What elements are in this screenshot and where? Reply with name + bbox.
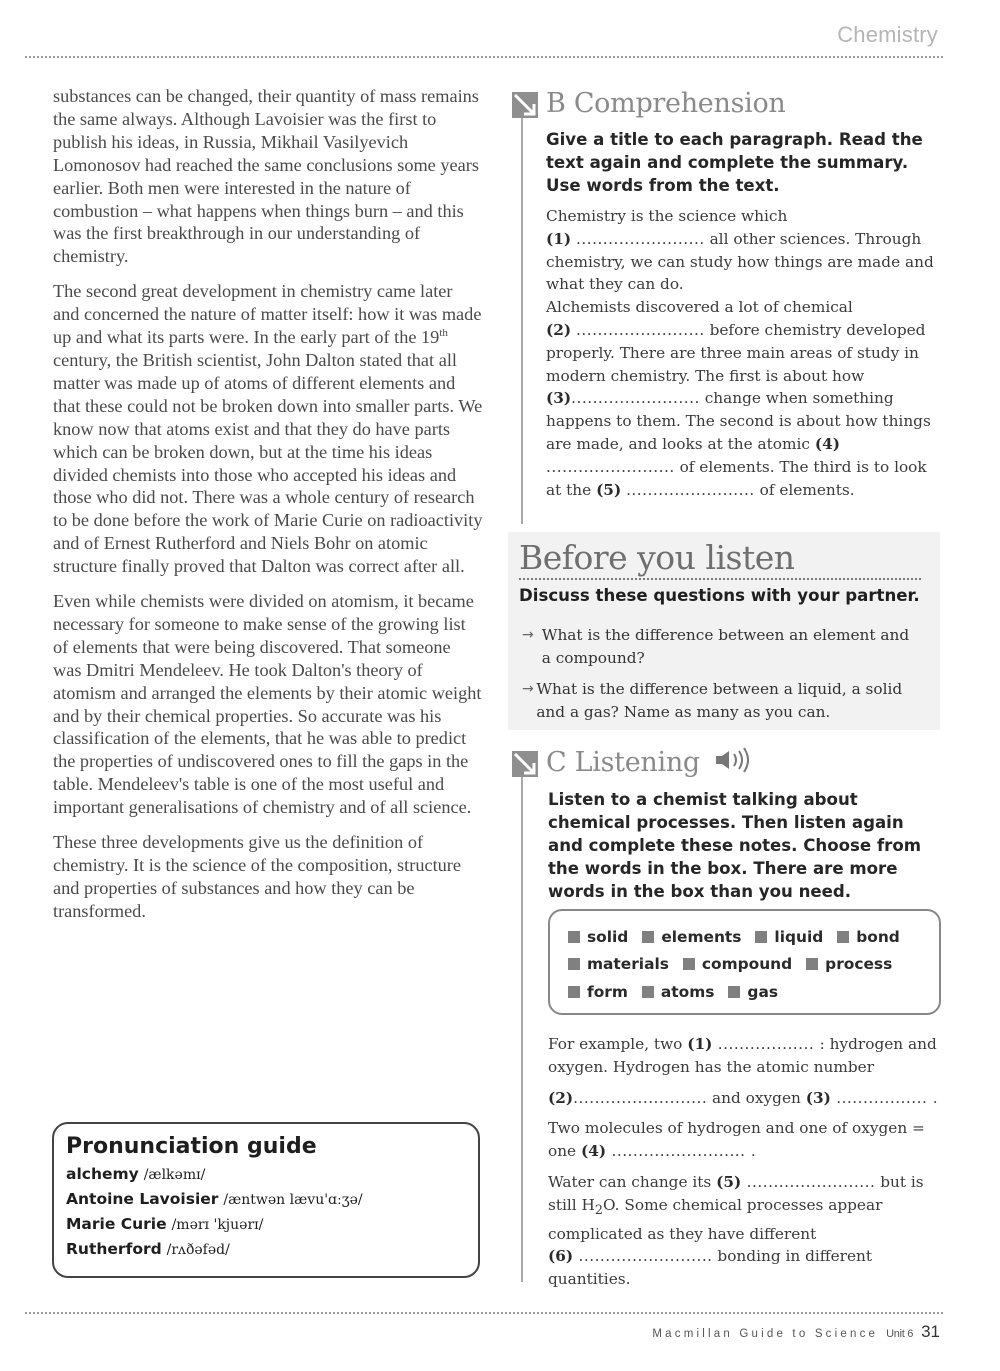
word-option: liquid xyxy=(755,923,823,951)
page-footer xyxy=(652,1322,940,1342)
answer-blank-1[interactable]: ........................ xyxy=(576,229,705,248)
section-c-instruction: Listen to a chemist talking about chemical processes. Then listen again and complete these notes. Choose from the words in the box. There are more words in the box than you need. xyxy=(548,790,922,901)
square-bullet-icon xyxy=(568,931,580,943)
word-option: form xyxy=(568,978,628,1006)
section-c-margin-line xyxy=(521,777,523,1282)
discussion-question: → What is the difference between an element and a compound? xyxy=(522,624,917,670)
square-bullet-icon xyxy=(642,986,654,998)
square-bullet-icon xyxy=(806,958,818,970)
answer-blank-2[interactable]: ........................ xyxy=(576,320,705,339)
notes-blank-3[interactable]: ................. . xyxy=(830,1088,939,1107)
word-option: compound xyxy=(683,951,792,979)
square-bullet-icon xyxy=(683,958,695,970)
answer-blank-3[interactable]: ........................ xyxy=(571,389,700,408)
arrow-right-icon: → xyxy=(522,627,534,643)
notes-blank-1[interactable]: .................. xyxy=(712,1035,820,1053)
notes-blank-2[interactable]: ......................... xyxy=(573,1088,708,1107)
word-option: elements xyxy=(642,923,741,951)
paragraph-2: The second great development in chemistry came later and concerned the nature of matter itself: how it was made up and what its parts were. In the early part of the 19th century, the British scientist, John Dalton stated that all matter was made up of atoms of different elements and that these could not be broken down into smaller parts. We know now that atoms exist and that they do have parts which can be broken down, but at the time his ideas divided chemists into those who accepted his ideas and those who did not. There was a whole century of research to be done before the work of Marie Curie on radioactivity and of Ernest Rutherford and Niels Bohr on atomic structure finally proved that Dalton was correct after all. xyxy=(53,281,483,577)
discussion-question: → What is the difference between a liquid, a solid and a gas? Name as many as you can. xyxy=(522,678,917,724)
square-bullet-icon xyxy=(728,986,740,998)
square-bullet-icon xyxy=(642,931,654,943)
notes-blank-6[interactable]: ......................... xyxy=(573,1247,713,1266)
header-divider xyxy=(25,56,943,58)
word-option: gas xyxy=(728,978,778,1006)
pronunciation-entry: Rutherford /rʌðəfəd/ xyxy=(66,1240,230,1258)
notes-blank-4[interactable]: ......................... . xyxy=(606,1142,757,1161)
footer-divider xyxy=(25,1312,943,1314)
answer-blank-4[interactable]: ........................ xyxy=(546,457,675,476)
section-c-title: C Listening xyxy=(546,747,756,780)
section-b-instruction: Give a title to each paragraph. Read the text again and complete the summary. Use words from the text. xyxy=(546,130,923,195)
square-bullet-icon xyxy=(568,958,580,970)
word-option: materials xyxy=(568,951,669,979)
square-bullet-icon xyxy=(837,931,849,943)
paragraph-1: substances can be changed, their quantity of mass remains the same always. Although Lavoisier was the first to publish his ideas, in Russia, Mikhail Vasilyevich Lomonosov had reached the same conclusions some years earlier. Both men were interested in the nature of combustion – what happens when things burn – and this was the first breakthrough in our understanding of chemistry. xyxy=(53,86,479,267)
running-head: Chemistry xyxy=(837,22,938,47)
word-option: process xyxy=(806,951,892,979)
section-b-summary: Chemistry is the science which (1) ........................ all other sciences. Through chemistry, we can study how things are made and what they can do. Alchemists discovered a lot of chemical (2) ........................ before chemistry developed properly. There are three main areas of study in modern chemistry. The first is about how (3)........................ change when something happens to them. The second is about how things are made, and looks at the atomic (4) ........................ of elements. The third is to look at the (5) ........................ of elements. xyxy=(546,207,934,499)
paragraph-4: These three developments give us the definition of chemistry. It is the science of the composition, structure and properties of substances and how they can be transformed. xyxy=(53,832,461,921)
square-bullet-icon xyxy=(568,986,580,998)
before-you-listen-title: Before you listen xyxy=(519,538,795,577)
word-option: bond xyxy=(837,923,900,951)
unit-label: Unit 6 xyxy=(886,1328,914,1340)
reading-text xyxy=(53,85,483,935)
pronunciation-title: Pronunciation guide xyxy=(66,1134,317,1159)
arrow-right-icon: → xyxy=(522,681,534,697)
word-option: solid xyxy=(568,923,628,951)
before-you-listen-instruction: Discuss these questions with your partner. xyxy=(519,586,920,605)
paragraph-3: Even while chemists were divided on atomism, it became necessary for someone to make sense of the growing list of elements that were being discovered. That someone was Dmitri Mendeleev. He took Dalton's theory of atomism and arranged the elements by their atomic weight and by their chemical properties. So accurate was his classification of the elements, that he was able to predict the properties of undiscovered ones to fill the gaps in the table. Mendeleev's table is one of the most useful and important generalisations of chemistry and of all science. xyxy=(53,591,482,818)
before-you-listen-divider xyxy=(519,578,921,580)
pronunciation-guide xyxy=(52,1122,480,1278)
book-title: Macmillan Guide to Science xyxy=(652,1328,879,1340)
pronunciation-entry: Marie Curie /mərɪ 'kjuərɪ/ xyxy=(66,1215,264,1233)
word-option: atoms xyxy=(642,978,715,1006)
speaker-icon[interactable] xyxy=(714,747,756,780)
section-b-title: B Comprehension xyxy=(546,88,786,119)
pronunciation-entry: alchemy /ælkəmɪ/ xyxy=(66,1165,206,1183)
answer-blank-5[interactable]: ........................ xyxy=(626,480,755,499)
page-number: 31 xyxy=(921,1322,940,1341)
exercise-arrow-icon xyxy=(512,92,538,118)
square-bullet-icon xyxy=(755,931,767,943)
word-box xyxy=(548,909,941,1015)
notes-blank-5[interactable]: ........................ xyxy=(741,1172,876,1191)
pronunciation-entry: Antoine Lavoisier /æntwən lævu'ɑːʒə/ xyxy=(66,1190,363,1208)
exercise-arrow-icon xyxy=(512,751,538,777)
section-b-margin-line xyxy=(521,118,523,524)
listening-notes: For example, two (1) .................. : hydrogen and oxygen. Hydrogen has the atomic number (2)......................... and oxygen (3) ................. . Two molecules of hydrogen and one of oxygen = one (4) ......................... . Water can change its (5) ........................ but is still $H_2O$. Some chemical processes appear complicated as they have different (6) ......................... bonding in different quantities. xyxy=(548,1035,939,1289)
